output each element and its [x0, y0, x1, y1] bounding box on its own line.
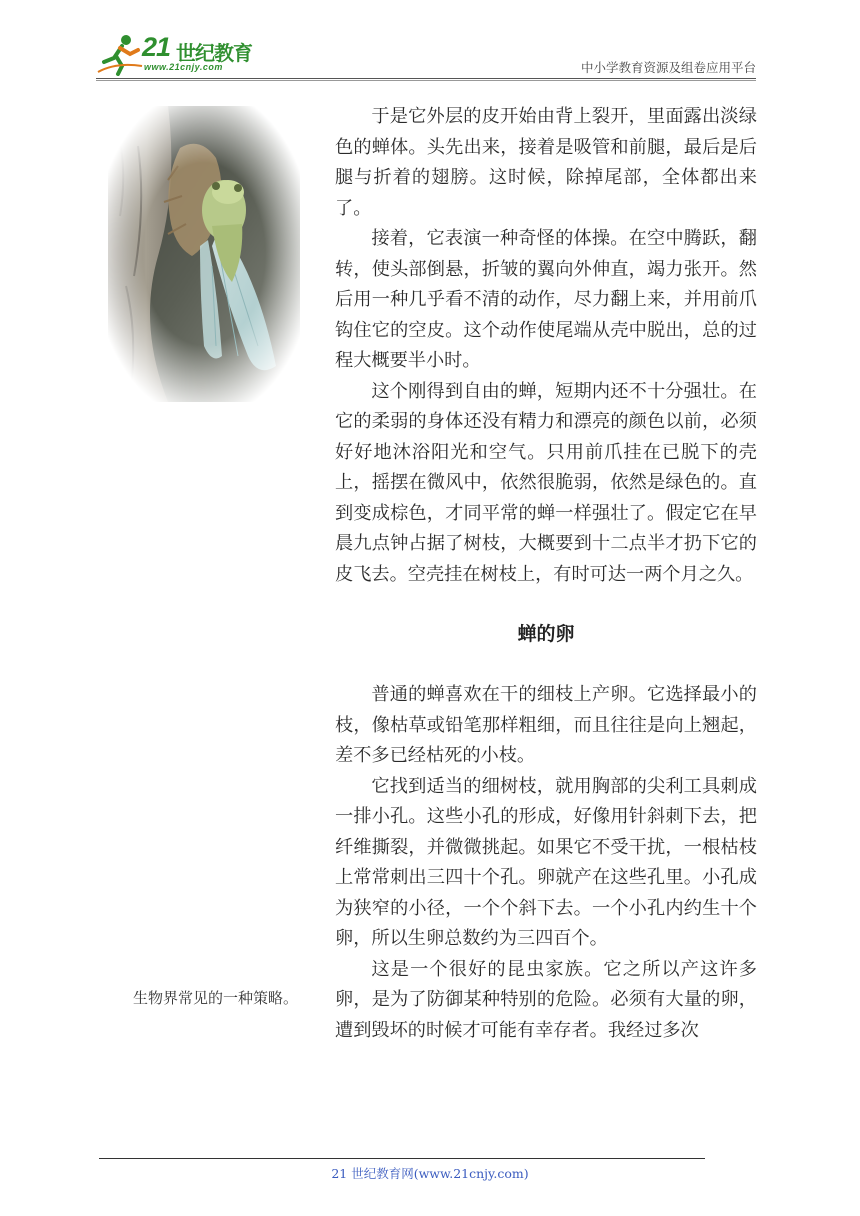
article-body	[335, 102, 757, 590]
paragraph: 它找到适当的细树枝，就用胸部的尖利工具刺成一排小孔。这些小孔的形成，好像用针斜刺下去，把纤维撕裂，并微微挑起。如果它不受干扰，一根枯枝上常常刺出三四十个孔。卵就产在这些孔里。小孔成为狭窄的小径，一个个斜下去。一个小孔内约生十个卵，所以生卵总数约为三四百个。	[335, 775, 757, 949]
footer-divider	[99, 1158, 705, 1159]
paragraph: 这个刚得到自由的蝉，短期内还不十分强壮。在它的柔弱的身体还没有精力和漂亮的颜色以前，必须好好地沐浴阳光和空气。只用前爪挂在已脱下的壳上，摇摆在微风中，依然很脆弱，依然是绿色的。直到变成棕色，才同平常的蝉一样强壮了。假定它在早晨九点钟占据了树枝，大概要到十二点半才扔下它的皮飞去。空壳挂在树枝上，有时可达一两个月之久。	[335, 380, 757, 585]
header-divider-thin	[96, 80, 756, 81]
footer-link[interactable]: 21 世纪教育网(www.21cnjy.com)	[331, 1166, 529, 1181]
logo-text: 世纪教育	[176, 41, 252, 65]
site-logo[interactable]	[96, 32, 266, 76]
margin-annotation: 生物界常见的一种策略。	[133, 989, 299, 1007]
runner-icon	[96, 32, 144, 76]
logo-url: www.21cnjy.com	[144, 62, 223, 72]
header-divider	[96, 78, 756, 79]
section-heading: 蝉的卵	[517, 623, 575, 645]
page-header	[0, 0, 860, 80]
paragraph: 于是它外层的皮开始由背上裂开，里面露出淡绿色的蝉体。头先出来，接着是吸管和前腿，最后是后腿与折着的翅膀。这时候，除掉尾部，全体都出来了。	[335, 106, 757, 219]
paragraph: 普通的蝉喜欢在干的细枝上产卵。它选择最小的枝，像枯草或铅笔那样粗细，而且往往是向上翘起，差不多已经枯死的小枝。	[335, 684, 757, 766]
cicada-molting-photo	[108, 106, 300, 402]
cicada-illustration	[108, 106, 300, 402]
logo-number: 21	[142, 32, 171, 62]
paragraph: 接着，它表演一种奇怪的体操。在空中腾跃，翻转，使头部倒悬，折皱的翼向外伸直，竭力张开。然后用一种几乎看不清的动作，尽力翻上来，并用前爪钩住它的空皮。这个动作使尾端从壳中脱出，总的过程大概要半小时。	[335, 228, 757, 371]
platform-tagline: 中小学教育资源及组卷应用平台	[580, 60, 756, 75]
article-section	[335, 680, 757, 1046]
paragraph: 这是一个很好的昆虫家族。它之所以产这许多卵，是为了防御某种特别的危险。必须有大量的卵，遭到毁坏的时候才可能有幸存者。我经过多次	[335, 958, 757, 1041]
